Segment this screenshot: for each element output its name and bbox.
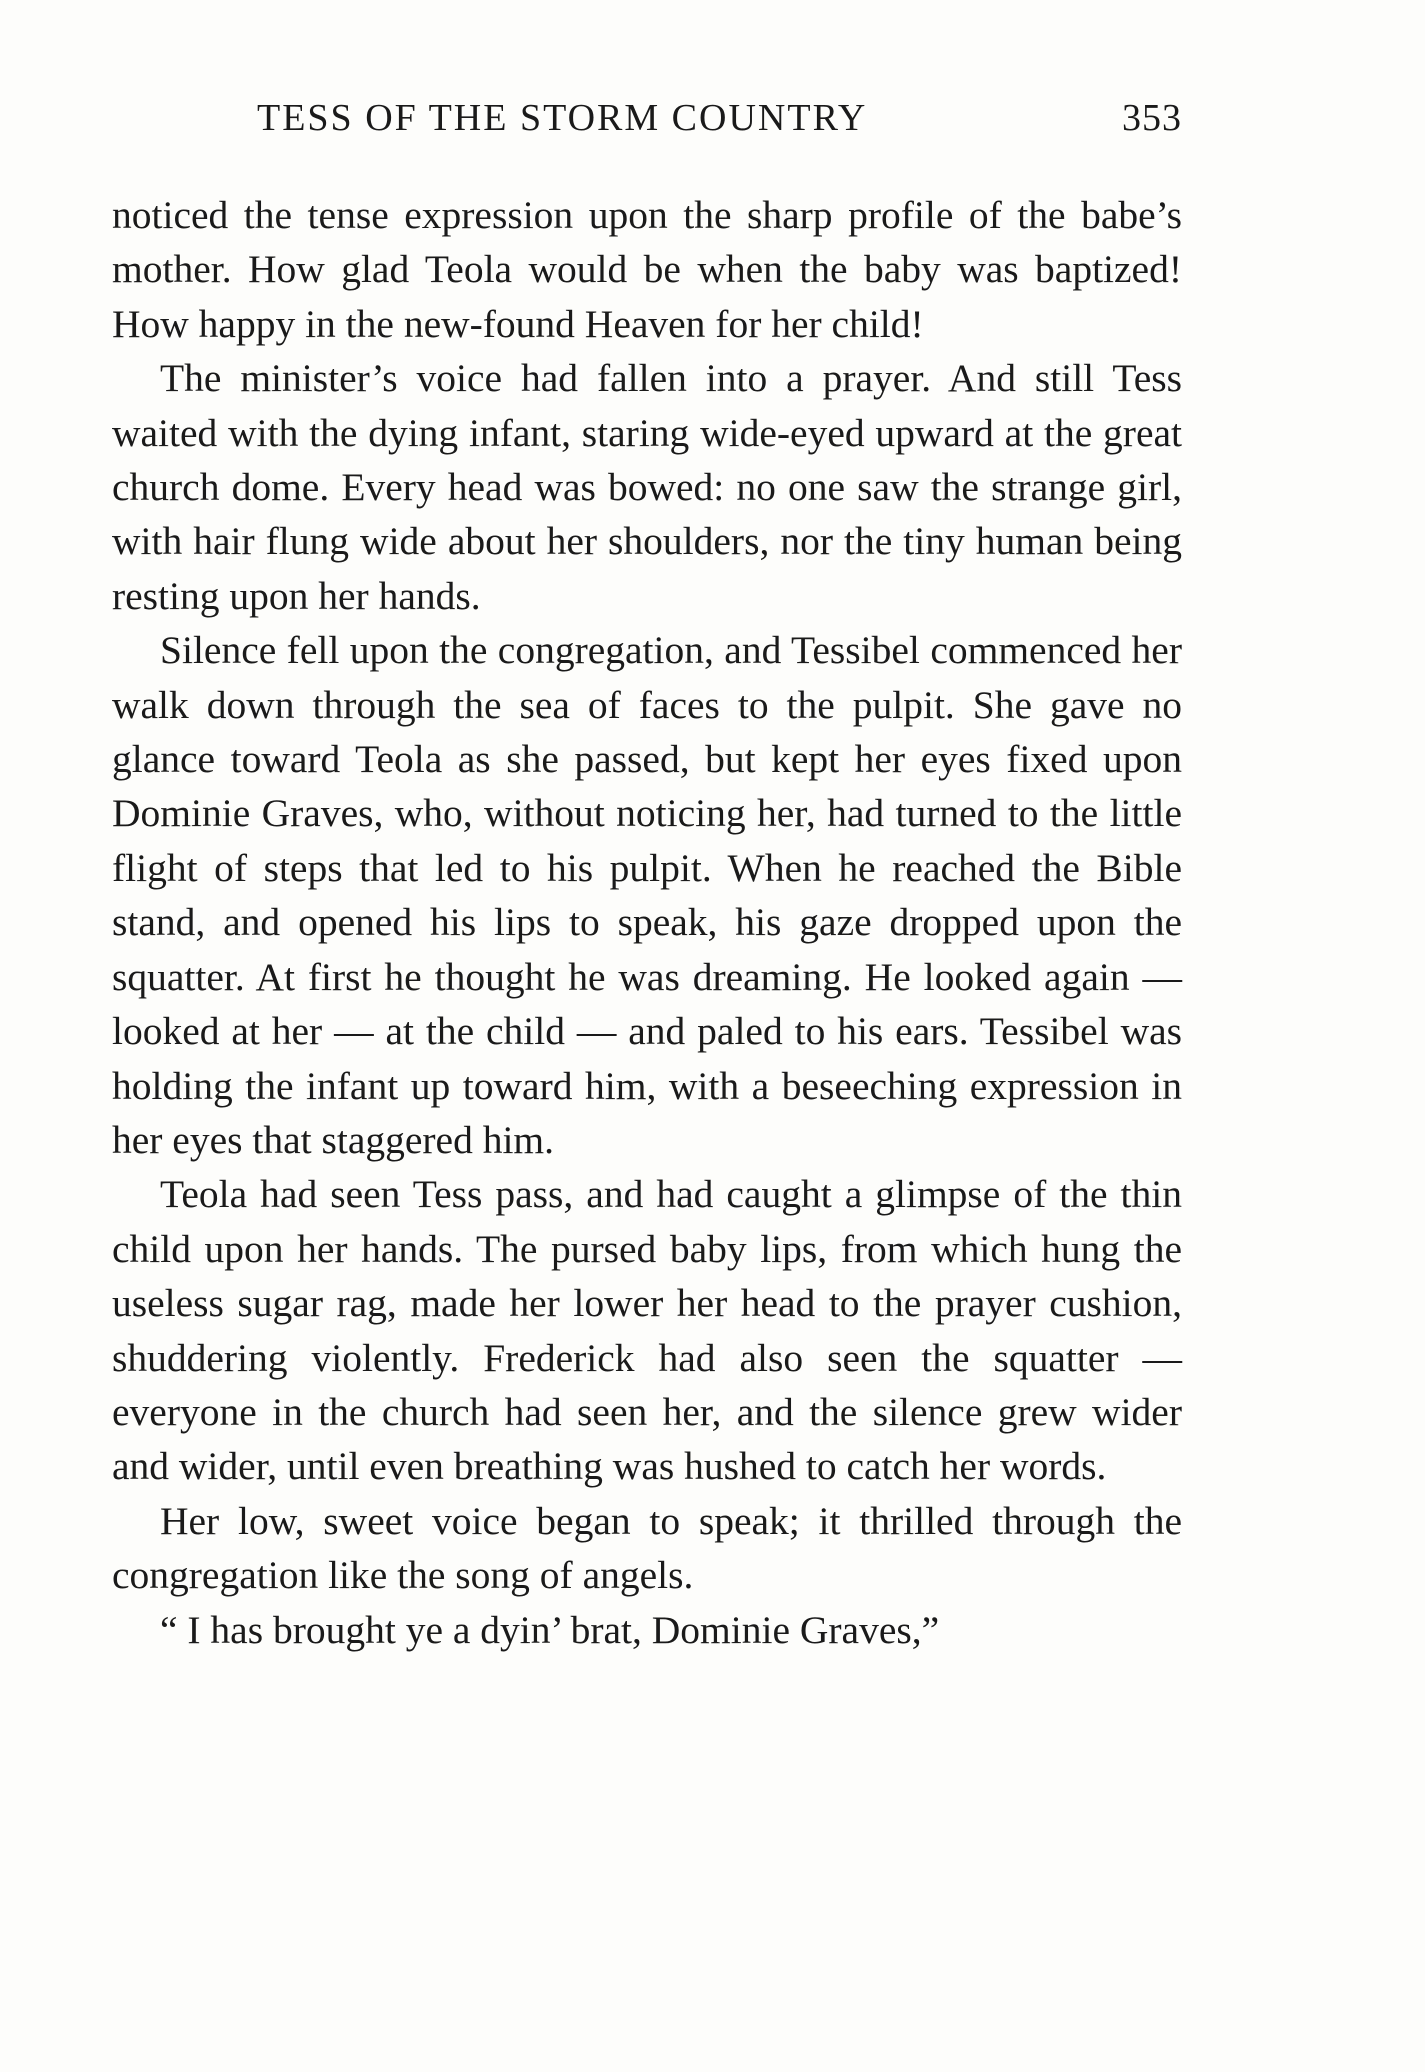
body-text (112, 188, 1182, 1657)
paragraph: Her low, sweet voice began to speak; it thrilled through the congregation like the song of angels. (112, 1498, 1182, 1598)
running-title: TESS OF THE STORM COUNTRY (257, 97, 868, 139)
paragraph: The minister’s voice had fallen into a prayer. And still Tess waited with the dying infant, staring wide-eyed upward at the great church dome. Every head was bowed: no one saw the strange girl, with hair flung wide about her shoulders, nor the tiny human being resting upon her hands. (112, 356, 1182, 618)
paragraph-dialogue: “ I has brought ye a dyin’ brat, Dominie Graves,” (160, 1607, 940, 1652)
page-number: 353 (1122, 97, 1182, 139)
paragraph: Teola had seen Tess pass, and had caught a glimpse of the thin child upon her hands. The pursed baby lips, from which hung the useless sugar rag, made her lower her head to the prayer cushion, shuddering violently. Frederick had also seen the squatter — everyone in the church had seen her, and the silence grew wider and wider, until even breathing was hushed to catch her words. (112, 1172, 1182, 1489)
paragraph: Silence fell upon the congregation, and Tessibel commenced her walk down through the sea of faces to the pulpit. She gave no glance toward Teola as she passed, but kept her eyes fixed upon Dominie Graves, who, without noticing her, had turned to the little flight of steps that led to his pulpit. When he reached the Bible stand, and opened his lips to speak, his gaze dropped upon the squatter. At first he thought he was dreaming. He looked again — looked at her — at the child — and paled to his ears. Tessibel was holding the infant up toward him, with a beseeching expression in her eyes that staggered him. (112, 628, 1182, 1162)
paragraph-continued: noticed the tense expression upon the sharp profile of the babe’s mother. How glad Teola would be when the baby was baptized! How happy in the new-found Heaven for her child! (112, 193, 1182, 346)
page-header (112, 96, 1182, 148)
